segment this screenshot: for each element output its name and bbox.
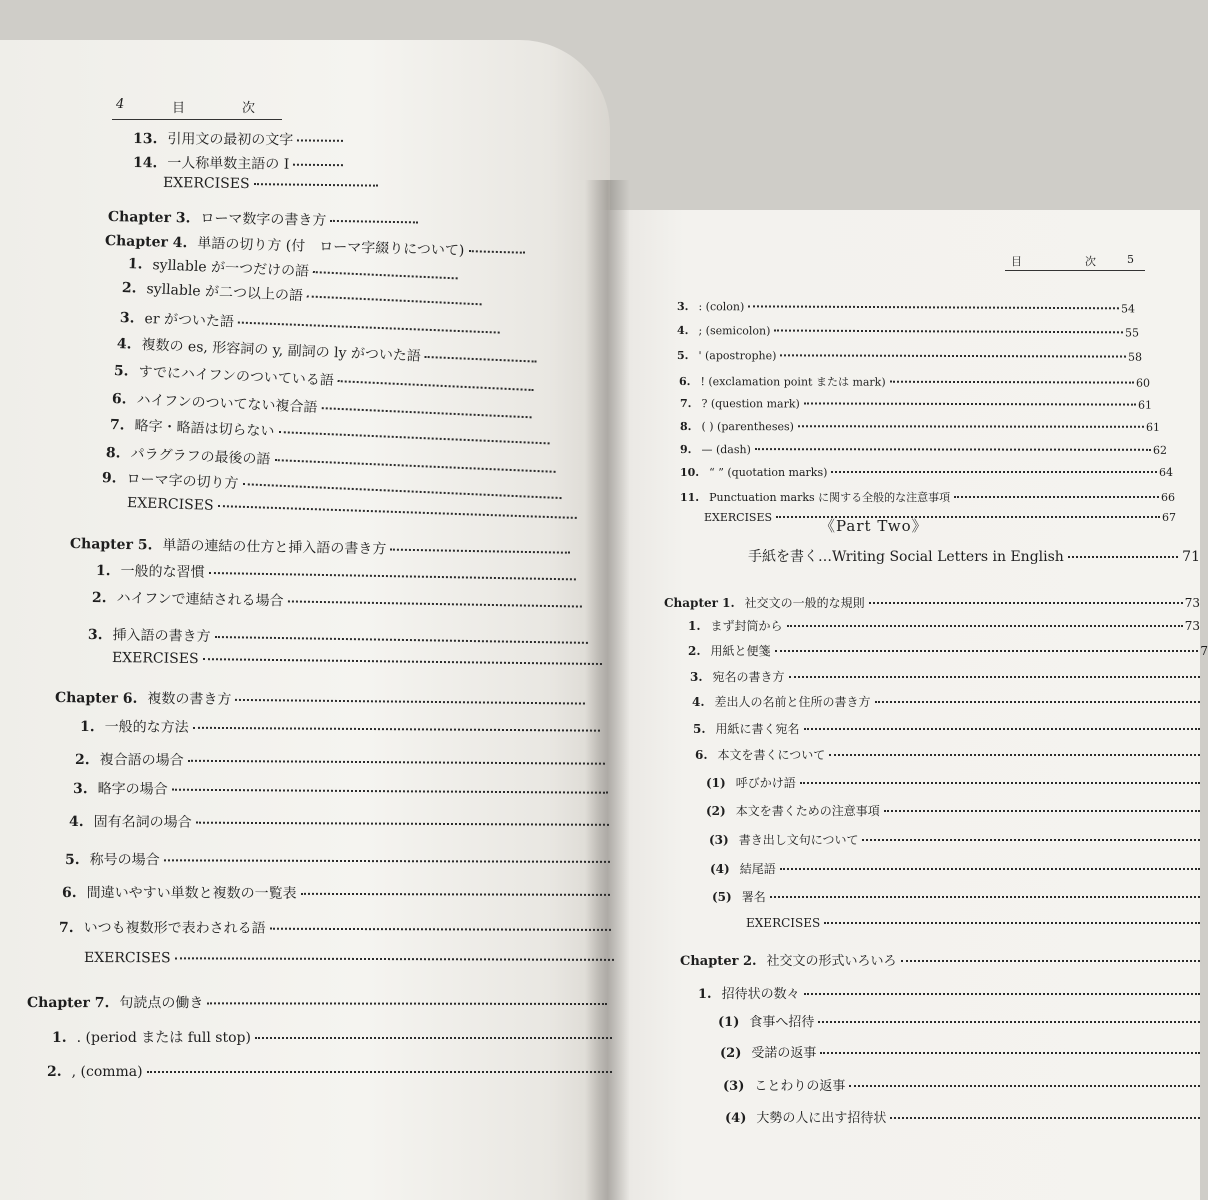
toc-entry-row — [710, 860, 1200, 877]
toc-entry-row — [88, 624, 588, 652]
toc-entry-number: (3) — [723, 1079, 745, 1094]
leader-dots — [293, 164, 343, 167]
toc-entry-title: 社交文の一般的な規則 — [744, 596, 865, 610]
leader-dots — [207, 1002, 607, 1005]
toc-entry-row — [133, 128, 343, 150]
toc-entry-number: (2) — [720, 1046, 742, 1061]
leader-dots — [255, 1037, 612, 1039]
toc-entry-number: 8. — [105, 445, 121, 462]
toc-entry-row — [746, 916, 1200, 930]
leader-dots — [288, 600, 582, 607]
toc-entry-title: 宛名の書き方 — [712, 670, 785, 684]
leader-dots — [818, 1021, 1200, 1023]
leader-dots — [787, 625, 1183, 627]
toc-entry-row — [59, 917, 611, 939]
toc-entry-title: 本文を書くについて — [717, 748, 826, 762]
leader-dots — [755, 448, 1151, 451]
toc-entry-title: 用紙に書く宛名 — [715, 722, 800, 736]
toc-entry-row — [695, 746, 1200, 763]
leader-dots — [831, 471, 1157, 473]
toc-entry-title: 複数の es, 形容詞の y, 副詞の ly がついた語 — [141, 337, 422, 365]
toc-page-number: 54 — [1120, 302, 1136, 316]
toc-entry-number: 2. — [121, 280, 137, 297]
leader-dots — [313, 271, 458, 279]
toc-chapter-label: Chapter 7. — [26, 995, 110, 1012]
toc-page-number: 60 — [1135, 376, 1151, 390]
toc-entry-title: ? (question mark) — [701, 397, 800, 411]
toc-entry-row — [677, 349, 1142, 364]
toc-entry-row — [84, 950, 614, 968]
toc-entry-title: 一般的な習慣 — [120, 563, 205, 581]
toc-entry-number: 3. — [72, 781, 88, 798]
leader-dots — [321, 407, 531, 418]
toc-entry-number: 6. — [61, 885, 77, 902]
toc-entry-title: Punctuation marks に関する全般的な注意事項 — [709, 491, 951, 504]
toc-entry-number: 13. — [132, 131, 158, 148]
leader-dots — [196, 822, 609, 826]
toc-chapter-row — [664, 594, 1200, 611]
toc-entry-title: パラグラフの最後の語 — [130, 446, 271, 468]
toc-entry-number: 6. — [111, 391, 127, 408]
toc-entry-row — [723, 1075, 1200, 1094]
toc-entry-title: 食事へ招待 — [749, 1015, 815, 1030]
toc-entry-number: 1. — [698, 987, 712, 1002]
toc-entry-title: 挿入語の書き方 — [112, 627, 211, 645]
toc-entry-title: ハイフンで連結される場合 — [116, 590, 284, 610]
toc-entry-number: (4) — [710, 862, 730, 876]
toc-page-number: 62 — [1152, 443, 1168, 457]
leader-dots — [829, 754, 1200, 756]
toc-entry-number: 1. — [127, 256, 143, 273]
leader-dots — [780, 868, 1200, 870]
leader-dots — [238, 322, 500, 334]
right-page-number: 5 — [1127, 253, 1134, 266]
toc-entry-row — [688, 617, 1200, 634]
toc-entry-row — [692, 693, 1200, 710]
toc-entry-title: EXERCISES — [704, 511, 773, 524]
toc-entry-number: 7. — [58, 920, 74, 937]
toc-entry-row — [73, 778, 608, 802]
leader-dots — [215, 636, 588, 644]
toc-page-number: 55 — [1124, 326, 1140, 340]
leader-dots — [164, 859, 610, 863]
toc-entry-title: 引用文の最初の文字 — [167, 131, 294, 149]
leader-dots — [804, 728, 1200, 730]
leader-dots — [820, 1052, 1200, 1054]
toc-entry-title: EXERCISES — [111, 650, 199, 668]
toc-entry-title: 略字の場合 — [97, 781, 168, 798]
toc-entry-title: 用紙と便箋 — [710, 644, 771, 658]
toc-chapter-label: Chapter 1. — [664, 596, 735, 610]
toc-entry-row — [92, 587, 582, 616]
toc-entry-title: EXERCISES — [162, 175, 250, 193]
leader-dots — [890, 1117, 1200, 1119]
toc-entry-title: 固有名詞の場合 — [93, 814, 192, 831]
toc-entry-number: 6. — [678, 375, 691, 389]
toc-entry-row — [709, 831, 1200, 848]
toc-entry-number: 4. — [692, 695, 705, 709]
toc-entry-title: ことわりの返事 — [754, 1079, 846, 1094]
toc-entry-number: 4. — [676, 324, 689, 338]
toc-entry-title: 大勢の人に出す招待状 — [756, 1111, 887, 1126]
toc-chapter-row — [680, 950, 1200, 969]
toc-entry-number: 5. — [113, 363, 129, 380]
leader-dots — [789, 676, 1200, 678]
toc-entry-title: ' (apostrophe) — [698, 349, 777, 363]
toc-entry-title: まず封筒から — [710, 619, 783, 633]
leader-dots — [307, 295, 482, 305]
toc-entry-title: 結尾語 — [739, 862, 776, 876]
toc-chapter-label: Chapter 6. — [54, 690, 138, 707]
toc-entry-row — [69, 811, 609, 834]
leader-dots — [875, 701, 1200, 703]
left-header-title-a: 目 — [172, 101, 187, 116]
toc-entry-number: 2. — [74, 752, 90, 769]
toc-entry-row — [677, 324, 1139, 339]
toc-entry-title: EXERCISES — [83, 950, 171, 967]
toc-chapter-label: Chapter 2. — [680, 954, 757, 969]
leader-dots — [242, 483, 561, 499]
toc-entry-number: 5. — [693, 722, 706, 736]
toc-entry-title: ハイフンのついてない複合語 — [136, 392, 318, 416]
leader-dots — [869, 602, 1183, 604]
leader-dots — [804, 993, 1200, 995]
toc-entry-row — [680, 466, 1173, 479]
toc-entry-title: ( ) (parentheses) — [701, 420, 794, 434]
toc-entry-row — [680, 397, 1152, 412]
toc-entry-row — [133, 152, 343, 174]
toc-page-number: 73 — [1184, 619, 1200, 633]
toc-entry-number: 5. — [64, 852, 80, 869]
left-header-title-b: 次 — [242, 101, 257, 116]
toc-entry-title: ローマ数字の書き方 — [200, 210, 327, 229]
toc-entry-row — [80, 716, 600, 740]
leader-dots — [890, 381, 1134, 384]
toc-entry-title: 間違いやすい単数と複数の一覧表 — [86, 885, 297, 902]
leader-dots — [209, 572, 576, 580]
leader-dots — [172, 789, 608, 794]
toc-entry-title: ! (exclamation point または mark) — [700, 375, 886, 389]
toc-entry-row — [62, 882, 610, 904]
toc-entry-number: 2. — [91, 590, 107, 607]
toc-entry-number: 14. — [132, 155, 158, 172]
toc-chapter-label: Chapter 3. — [107, 209, 191, 227]
toc-chapter-row — [108, 206, 418, 231]
leader-dots — [776, 516, 1160, 518]
toc-chapter-label: Chapter 5. — [69, 536, 153, 554]
leader-dots — [270, 928, 611, 931]
toc-entry-row — [704, 511, 1176, 524]
toc-entry-number: 3. — [119, 310, 135, 327]
toc-entry-title: 単語の連結の仕方と挿入語の書き方 — [162, 537, 387, 558]
leader-dots — [297, 139, 343, 141]
toc-entry-title: ローマ字の切り方 — [126, 471, 239, 492]
leader-dots — [235, 699, 585, 705]
toc-entry-row — [688, 642, 1208, 659]
toc-entry-title: 一般的な方法 — [104, 719, 189, 736]
right-header-title-a: 目 — [1011, 255, 1022, 268]
toc-entry-row — [725, 1107, 1200, 1126]
toc-entry-title: EXERCISES — [126, 495, 214, 514]
toc-entry-number: (5) — [712, 890, 732, 904]
leader-dots — [954, 496, 1159, 498]
toc-entry-title: EXERCISES — [746, 916, 821, 930]
leader-dots — [798, 425, 1144, 428]
leader-dots — [274, 459, 555, 473]
leader-dots — [425, 356, 537, 363]
toc-entry-row — [52, 1027, 612, 1047]
leader-dots — [901, 960, 1200, 962]
toc-entry-number: 10. — [680, 466, 700, 479]
toc-entry-title: 称号の場合 — [89, 852, 160, 869]
right-header-title-b: 次 — [1085, 255, 1096, 268]
leader-dots — [770, 896, 1200, 898]
leader-dots — [862, 839, 1200, 841]
toc-entry-number: 8. — [679, 420, 692, 434]
leader-dots — [193, 727, 600, 732]
leader-dots — [774, 330, 1123, 334]
toc-page-number: 7 — [1200, 644, 1208, 658]
part-two-heading: 《Part Two》 — [820, 517, 928, 535]
leader-dots — [824, 922, 1200, 924]
toc-entry-title: 略字・略語は切らない — [134, 418, 275, 440]
toc-entry-title: いつも複数形で表わされる語 — [83, 920, 266, 937]
toc-entry-number: 3. — [690, 670, 703, 684]
leader-dots — [254, 183, 378, 187]
toc-page-number: 73 — [1184, 596, 1200, 610]
toc-entry-row — [163, 175, 378, 194]
toc-entry-title: 複合語の場合 — [99, 752, 184, 769]
toc-entry-row — [706, 802, 1200, 819]
toc-entry-number: 1. — [52, 1030, 67, 1046]
toc-entry-number: (1) — [706, 776, 726, 790]
toc-entry-title: ; (semicolon) — [698, 324, 771, 338]
toc-entry-number: 9. — [101, 470, 117, 487]
toc-entry-number: 11. — [680, 491, 700, 504]
toc-entry-number: 2. — [688, 644, 701, 658]
leader-dots — [175, 957, 614, 961]
toc-entry-title: 一人称単数主語の I — [167, 155, 290, 173]
toc-entry-title: 句読点の働き — [119, 995, 204, 1012]
toc-entry-row — [712, 888, 1200, 905]
toc-entry-number: 3. — [676, 300, 689, 314]
toc-entry-row — [698, 983, 1200, 1002]
toc-entry-row — [680, 420, 1160, 434]
toc-entry-title: すでにハイフンのついている語 — [138, 364, 335, 389]
toc-entry-number: 1. — [95, 563, 111, 580]
leader-dots — [278, 431, 549, 444]
part-two-subtitle-text: 手紙を書く…Writing Social Letters in English — [748, 549, 1064, 565]
toc-entry-row — [677, 300, 1135, 315]
toc-page-number: 64 — [1159, 466, 1173, 479]
leader-dots — [884, 810, 1200, 812]
toc-entry-number: 6. — [695, 748, 708, 762]
leader-dots — [775, 650, 1199, 652]
toc-chapter-label: Chapter 4. — [104, 233, 188, 252]
toc-entry-number: (4) — [725, 1111, 747, 1126]
leader-dots — [849, 1085, 1200, 1087]
toc-entry-title: 複数の書き方 — [147, 690, 232, 708]
toc-entry-title: 差出人の名前と住所の書き方 — [714, 695, 871, 709]
toc-entry-title: 単語の切り方 (付 ローマ字綴りについて) — [197, 235, 465, 260]
toc-entry-title: , (comma) — [71, 1064, 143, 1080]
toc-entry-number: 9. — [679, 443, 692, 457]
left-page-number: 4 — [116, 97, 126, 112]
toc-page-number: 58 — [1127, 350, 1143, 364]
toc-entry-row — [706, 774, 1200, 791]
leader-dots — [780, 354, 1126, 357]
toc-page-number: 61 — [1145, 420, 1161, 434]
toc-entry-title: — (dash) — [701, 443, 751, 457]
toc-entry-title: syllable が二つ以上の語 — [146, 281, 304, 305]
toc-entry-row — [65, 849, 610, 871]
leader-dots — [468, 250, 525, 254]
toc-entry-number: 3. — [87, 627, 103, 644]
toc-entry-row — [720, 1042, 1200, 1061]
toc-entry-number: 4. — [68, 814, 84, 831]
leader-dots — [147, 1071, 612, 1073]
leader-dots — [390, 549, 570, 554]
leader-dots — [301, 893, 610, 896]
leader-dots — [188, 760, 605, 765]
toc-entry-number: 4. — [116, 336, 132, 353]
toc-entry-row — [690, 668, 1200, 685]
toc-entry-title: . (period または full stop) — [76, 1030, 251, 1046]
toc-entry-row — [75, 749, 605, 773]
toc-entry-row — [680, 443, 1167, 457]
toc-page-number: 67 — [1162, 511, 1176, 524]
toc-entry-row — [96, 560, 576, 588]
toc-entry-number: 7. — [109, 417, 125, 434]
leader-dots — [218, 505, 577, 519]
toc-chapter-row — [27, 992, 607, 1013]
toc-entry-title: “ ” (quotation marks) — [709, 466, 828, 479]
toc-entry-number: (3) — [709, 833, 729, 847]
leader-dots — [748, 305, 1119, 309]
leader-dots — [203, 658, 602, 665]
toc-entry-row — [47, 1064, 612, 1080]
toc-entry-row — [718, 1011, 1200, 1030]
toc-entry-number: 1. — [688, 619, 701, 633]
toc-entry-row — [112, 650, 602, 672]
toc-entry-title: er がついた語 — [144, 310, 235, 331]
leader-dots — [800, 782, 1200, 784]
toc-entry-title: 受諾の返事 — [751, 1046, 817, 1061]
leader-dots — [338, 380, 534, 391]
toc-entry-title: 本文を書くための注意事項 — [735, 804, 880, 818]
toc-page-number: 61 — [1137, 398, 1153, 412]
leader-dots — [330, 220, 418, 224]
leader-dots — [804, 402, 1136, 405]
toc-entry-title: 書き出し文句について — [738, 833, 859, 847]
toc-entry-number: 7. — [679, 397, 692, 411]
toc-entry-title: 署名 — [741, 890, 766, 904]
toc-entry-row — [680, 489, 1175, 505]
toc-entry-number: (2) — [706, 804, 726, 818]
toc-page-number: 66 — [1161, 491, 1175, 504]
toc-entry-title: : (colon) — [698, 300, 745, 314]
toc-entry-number: 1. — [79, 719, 95, 736]
toc-entry-number: 2. — [47, 1064, 62, 1080]
toc-entry-title: syllable が一つだけの語 — [152, 257, 310, 280]
toc-entry-title: 社交文の形式いろいろ — [766, 954, 897, 969]
toc-chapter-row — [55, 687, 585, 713]
toc-entry-number: 5. — [676, 349, 689, 363]
part-two-subtitle-page: 71 — [1182, 549, 1200, 565]
toc-chapter-row — [70, 533, 570, 562]
toc-entry-row — [679, 373, 1150, 391]
toc-entry-title: 呼びかけ語 — [735, 776, 796, 790]
toc-entry-title: 招待状の数々 — [721, 987, 800, 1002]
toc-entry-row — [693, 720, 1200, 737]
toc-entry-number: (1) — [718, 1015, 740, 1030]
